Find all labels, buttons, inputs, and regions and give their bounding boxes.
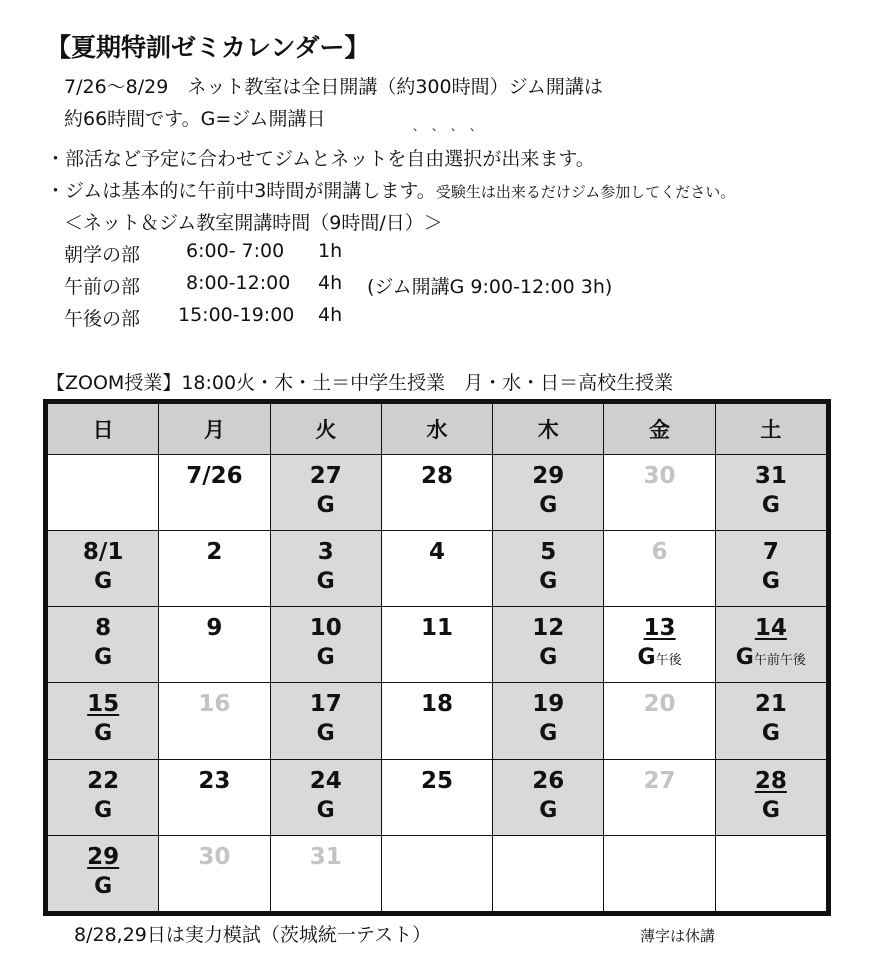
weekday-header: 日 [48,404,159,455]
day-number-text: 28 [420,463,453,489]
schedule-label: 午前の部 [64,276,141,298]
calendar-day-cell [270,683,381,759]
day-number [604,537,714,567]
calendar-week-row [48,607,827,683]
emphasis-char: ˋ 択 [463,144,482,171]
gym-mark [493,491,603,521]
gym-mark [716,796,826,826]
day-number [271,766,381,796]
calendar-day-cell [48,455,159,531]
day-number-text: 8/1 [82,539,124,566]
day-number-text: 14 [754,615,787,642]
calendar-day-cell [715,455,826,531]
calendar-day-cell [715,759,826,835]
calendar-week-row [48,531,827,607]
calendar-day-cell [48,531,159,607]
day-number-text: 7 [762,539,779,566]
schedule-time: 15:00-19:00 [178,304,295,326]
emphasis-char: ˋ 由 [425,144,444,171]
calendar-day-cell [159,759,270,835]
calendar-day-cell [48,759,159,835]
gym-letter: G [539,721,558,747]
gym-letter: G [539,493,558,518]
day-number-text: 7/26 [186,463,243,489]
calendar-day-cell [604,531,715,607]
gym-letter: G [539,645,558,671]
gym-letter: G [94,645,113,671]
gym-mark [716,719,826,749]
day-number [159,766,269,796]
weekday-header: 土 [715,404,826,455]
calendar-day-cell [159,531,270,607]
schedule-row [64,240,343,267]
schedule-time: 8:00-12:00 [186,272,291,294]
gym-letter: G [637,645,656,671]
calendar-day-cell [604,759,715,835]
day-number-text: 22 [87,767,120,794]
day-number-text: 3 [317,539,334,566]
weekday-header: 木 [493,404,604,455]
day-number [716,461,826,491]
calendar-day-cell [270,531,381,607]
calendar-week-row [48,683,827,759]
day-number-text: 26 [532,767,565,794]
day-number-text: 29 [532,463,565,489]
day-number [48,613,158,643]
calendar-day-cell [270,455,381,531]
schedule-label: 午後の部 [64,308,141,330]
day-number [159,842,269,872]
calendar-day-cell [604,835,715,911]
gym-mark [716,491,826,521]
schedule-row [64,272,613,299]
day-number-text: 2 [206,539,223,566]
emphasis-char: ˋ 選 [444,144,463,171]
day-number-text: 17 [309,691,342,718]
day-number [493,613,603,643]
gym-mark [48,719,158,749]
gym-mark [493,796,603,826]
gym-mark [716,567,826,597]
gym-mark [493,567,603,597]
day-number [604,689,714,719]
day-number-text: 19 [532,691,565,718]
calendar-week-row [48,759,827,835]
hours-title: ＜ネット＆ジム教室開講時間（9時間/日）＞ [64,212,443,234]
schedule-hours: 4h [318,272,343,294]
day-number-text: 27 [309,463,342,489]
gym-mark [48,643,158,673]
gym-mark [48,796,158,826]
gym-mark [48,567,158,597]
day-number-text: 18 [420,691,453,718]
calendar-day-cell [159,455,270,531]
calendar-day-cell [715,531,826,607]
day-number [604,461,714,491]
day-number-text: 4 [428,539,445,566]
calendar-day-cell [48,835,159,911]
calendar-day-cell [381,683,492,759]
calendar-day-cell [493,455,604,531]
day-number [493,461,603,491]
weekday-header: 月 [159,404,270,455]
gym-mark [716,643,826,676]
day-number-text: 21 [754,691,787,718]
gym-letter: G [539,797,558,823]
gym-mark [493,643,603,673]
gym-letter: G [316,493,335,518]
gym-time-note: 午前午後 [753,653,806,669]
calendar-day-cell [48,683,159,759]
bullet-flexible-post: が出来ます。 [482,148,595,170]
gym-mark [271,719,381,749]
calendar-day-cell [381,607,492,683]
gym-mark [48,872,158,902]
gym-letter: G [94,721,113,747]
gym-mark [604,643,714,676]
day-number [271,537,381,567]
day-number-text: 30 [198,843,231,870]
calendar-day-cell [493,531,604,607]
day-number [493,537,603,567]
zoom-note: 【ZOOM授業】18:00火・木・土＝中学生授業 月・水・日＝高校生授業 [46,372,674,394]
exam-note: 8/28,29日は実力模試（茨城統一テスト） [74,924,432,946]
calendar-day-cell [604,455,715,531]
calendar-day-cell [715,607,826,683]
calendar-week-row [48,455,827,531]
gym-letter: G [761,721,780,747]
weekday-header-row [48,404,827,455]
calendar-day-cell [715,683,826,759]
day-number [271,461,381,491]
calendar [43,399,831,916]
day-number [604,766,714,796]
day-number [493,766,603,796]
day-number [382,689,492,719]
day-number-text: 28 [754,767,787,794]
day-number [48,842,158,872]
day-number-text: 12 [532,615,565,642]
day-number [716,613,826,643]
day-number [382,766,492,796]
gym-letter: G [94,797,113,823]
day-number-text: 16 [198,691,231,718]
schedule-extra: (ジム開講G 9:00-12:00 3h) [367,276,613,298]
gym-letter: G [735,645,754,671]
calendar-week-row [48,835,827,911]
day-number-text: 20 [643,691,676,718]
calendar-day-cell [270,835,381,911]
gym-letter: G [539,569,558,595]
day-number [48,689,158,719]
day-number-text: 27 [643,767,676,794]
calendar-day-cell [159,683,270,759]
emphasis-char: ˋ 自 [406,144,425,171]
gym-letter: G [316,569,335,595]
calendar-day-cell [270,759,381,835]
day-number-text: 31 [309,843,342,870]
gym-letter: G [761,569,780,595]
schedule-hours: 1h [318,240,343,262]
weekday-header: 火 [270,404,381,455]
day-number [716,537,826,567]
calendar-day-cell [604,683,715,759]
gym-mark [493,719,603,749]
day-number [271,689,381,719]
day-number-text: 5 [540,539,557,566]
day-number-text: 11 [420,615,453,642]
day-number [271,613,381,643]
day-number-text: 6 [651,539,668,566]
calendar-day-cell [381,455,492,531]
day-number [604,613,714,643]
calendar-day-cell [493,607,604,683]
bullet-gym [46,176,735,203]
calendar-day-cell [270,607,381,683]
calendar-day-cell [493,759,604,835]
calendar-day-cell [604,607,715,683]
day-number [159,613,269,643]
calendar-day-cell [381,531,492,607]
day-number [48,537,158,567]
gym-mark [271,643,381,673]
intro-line-1: 7/26～8/29 ネット教室は全日開講（約300時間）ジム開講は [64,76,603,98]
bullet-flexible-pre: ・部活など予定に合わせてジムとネットを [46,148,407,170]
gym-letter: G [761,493,780,518]
day-number [493,689,603,719]
day-number [271,842,381,872]
day-number-text: 25 [420,767,453,794]
day-number [159,461,269,491]
weekday-header: 金 [604,404,715,455]
calendar-day-cell [381,835,492,911]
schedule-label: 朝学の部 [64,244,141,266]
schedule-time: 6:00- 7:00 [186,240,285,262]
gym-letter: G [316,645,335,671]
day-number [716,689,826,719]
calendar-day-cell [381,759,492,835]
day-number [716,766,826,796]
day-number-text: 31 [754,463,787,489]
day-number-text: 23 [198,767,231,794]
weekday-header: 水 [381,404,492,455]
day-number-text: 30 [643,463,676,489]
gym-letter: G [94,569,113,595]
day-number [159,689,269,719]
calendar-day-cell [159,835,270,911]
day-number-text: 8 [95,615,112,642]
day-number-text: 15 [87,691,120,718]
day-number-text: 9 [206,615,223,642]
page-title: 【夏期特訓ゼミカレンダー】 [46,33,370,62]
calendar-day-cell [159,607,270,683]
bullet-gym-small: 受験生は出来るだけジム参加してください。 [435,183,736,201]
gym-letter: G [316,721,335,747]
gym-letter: G [316,797,335,823]
intro-line-2: 約66時間です。G=ジム開講日 [64,108,326,130]
day-number [382,537,492,567]
bullet-gym-main: ・ジムは基本的に午前中3時間が開講します。 [46,180,436,202]
day-number-text: 24 [309,767,342,794]
gym-letter: G [94,873,113,899]
day-number [382,461,492,491]
day-number-text: 13 [643,615,676,642]
day-number-text: 29 [87,843,120,870]
calendar-day-cell [48,607,159,683]
day-number-text: 10 [309,615,342,642]
gym-mark [271,796,381,826]
gym-letter: G [761,797,780,823]
bullet-flexible [46,144,595,171]
schedule-hours: 4h [318,304,343,326]
gym-mark [271,491,381,521]
gym-time-note: 午後 [655,653,682,669]
calendar-day-cell [493,683,604,759]
schedule-row [64,304,343,331]
day-number [48,766,158,796]
calendar-day-cell [715,835,826,911]
day-number [382,613,492,643]
day-number [159,537,269,567]
calendar-day-cell [493,835,604,911]
gym-mark [271,567,381,597]
legend-note: 薄字は休講 [640,927,716,945]
